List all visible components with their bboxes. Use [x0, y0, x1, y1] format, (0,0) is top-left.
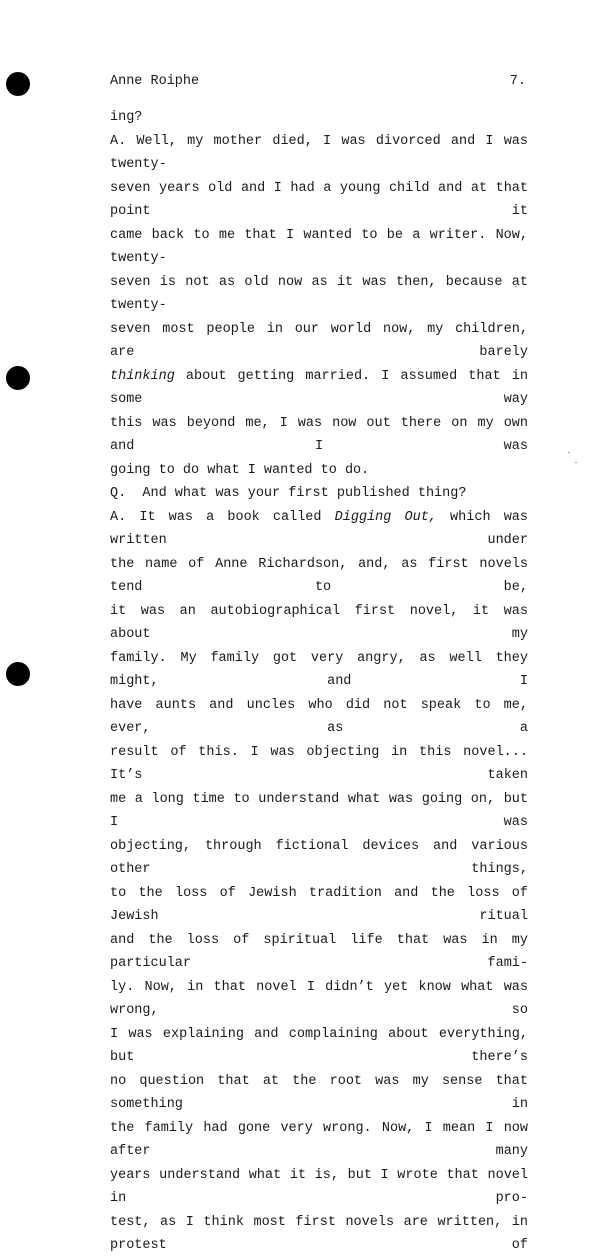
text-line: objecting, through fictional devices and various other things,	[110, 838, 528, 877]
text-line	[110, 365, 528, 412]
text-line: seven most people in our world now, my children, are barely	[110, 321, 528, 360]
binder-hole-bottom	[6, 662, 30, 686]
text-line: this was beyond me, I was now out there on my own and I was	[110, 415, 528, 454]
binder-hole-top	[6, 72, 30, 96]
page-number: 7.	[509, 74, 526, 89]
binder-hole-middle	[6, 366, 30, 390]
text-line: and the loss of spiritual life that was in my particular fami-	[110, 932, 528, 971]
scan-speck	[568, 452, 570, 453]
text-line: seven is not as old now as it was then, because at twenty-	[110, 274, 528, 313]
text-line: family. My family got very angry, as well they might, and I	[110, 650, 528, 689]
text-line: I was explaining and complaining about everything, but there’s	[110, 1026, 528, 1065]
text-line: seven years old and I had a young child and at that point it	[110, 180, 528, 219]
text-line: test, as I think most first novels are written, in protest of	[110, 1214, 528, 1253]
text-line: no question that at the root was my sense that something in	[110, 1073, 528, 1112]
scan-speck	[575, 462, 577, 463]
text-line: have aunts and uncles who did not speak to me, ever, as a	[110, 697, 528, 736]
text-line: A. Well, my mother died, I was divorced and I was twenty-	[110, 133, 528, 172]
text-line: the family had gone very wrong. Now, I mean I now after many	[110, 1120, 528, 1159]
line-text: A. It was a book called	[110, 509, 335, 525]
text-line	[110, 506, 528, 553]
italic-text: Digging Out,	[334, 509, 437, 525]
line-text: which was written under	[110, 509, 529, 548]
text-line: years understand what it is, but I wrote that novel in pro-	[110, 1167, 528, 1206]
text-line: me a long time to understand what was going on, but I was	[110, 791, 528, 830]
text-line: came back to me that I wanted to be a writer. Now, twenty-	[110, 227, 528, 266]
author-name: Anne Roiphe	[110, 74, 200, 89]
text-line: Q. And what was your first published thing?	[110, 486, 467, 501]
text-line: ly. Now, in that novel I didn’t yet know what was wrong, so	[110, 979, 528, 1018]
italic-text: thinking	[110, 368, 175, 384]
text-line: going to do what I wanted to do.	[110, 462, 370, 478]
text-line: it was an autobiographical first novel, it was about my	[110, 603, 528, 642]
text-line: ing?	[110, 110, 143, 125]
line-text: about getting married. I assumed that in some way	[110, 368, 528, 407]
text-line: result of this. I was objecting in this novel... It’s taken	[110, 744, 528, 783]
text-line: the name of Anne Richardson, and, as first novels tend to be,	[110, 556, 528, 595]
text-line: to the loss of Jewish tradition and the loss of Jewish ritual	[110, 885, 528, 924]
transcript-body	[110, 106, 528, 1258]
